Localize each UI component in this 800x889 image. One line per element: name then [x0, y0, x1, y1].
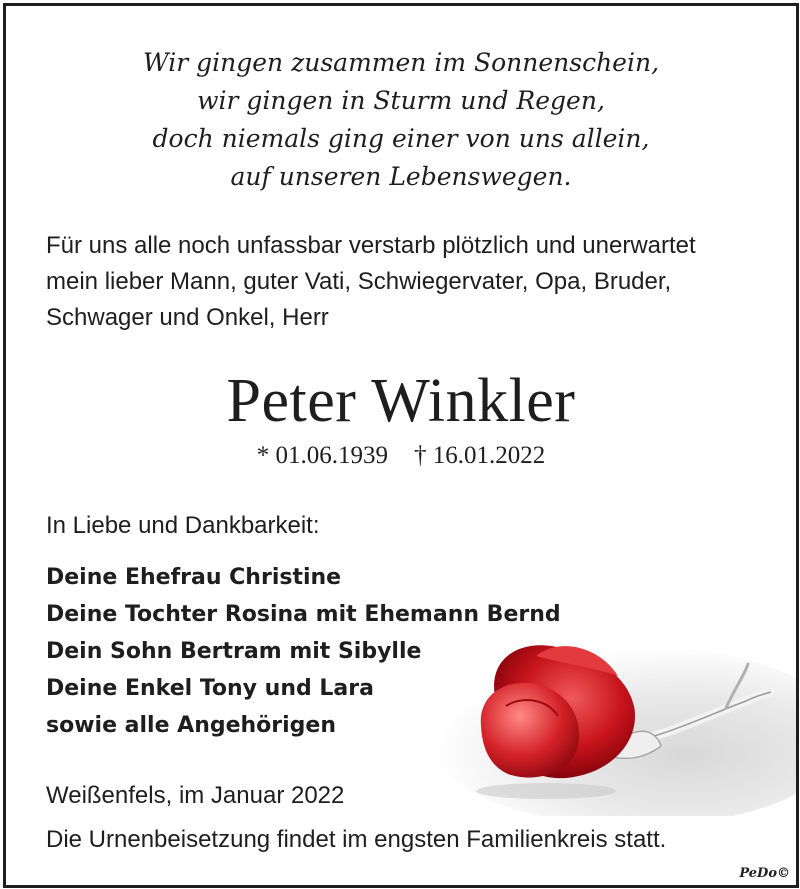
intro-line: mein lieber Mann, guter Vati, Schwiegervater, Opa, Bruder, [46, 268, 672, 295]
poem-line: auf unseren Lebenswegen. [230, 162, 572, 191]
family-member: Deine Tochter Rosina mit Ehemann Bernd [46, 602, 561, 627]
place-date: Weißenfels, im Januar 2022 [46, 782, 345, 809]
family-member: Deine Enkel Tony und Lara [46, 676, 374, 701]
family-member: Deine Ehefrau Christine [46, 565, 342, 590]
obituary-frame [3, 3, 799, 888]
poem-line: Wir gingen zusammen im Sonnenschein, [142, 48, 660, 77]
intro-line: Schwager und Onkel, Herr [46, 304, 329, 331]
poem-line: wir gingen in Sturm und Regen, [197, 86, 605, 115]
family-member: Dein Sohn Bertram mit Sibylle [46, 639, 422, 664]
intro-text [46, 228, 766, 336]
designer-signature: PeDo© [739, 866, 790, 881]
birth-date: * 01.06.1939 [256, 442, 388, 469]
poem-line: doch niemals ging einer von uns allein, [152, 124, 650, 153]
life-dates [6, 438, 796, 474]
poem [6, 44, 796, 196]
family-member: sowie alle Angehörigen [46, 713, 337, 738]
thanks-line: In Liebe und Dankbarkeit: [46, 512, 320, 539]
family-list [46, 559, 561, 744]
burial-note: Die Urnenbeisetzung findet im engsten Familienkreis statt. [46, 826, 667, 853]
rose-reflection [476, 783, 616, 799]
intro-line: Für uns alle noch unfassbar verstarb plötzlich und unerwartet [46, 232, 696, 259]
death-date: † 16.01.2022 [414, 442, 546, 469]
deceased-name: Peter Winkler [226, 367, 576, 435]
